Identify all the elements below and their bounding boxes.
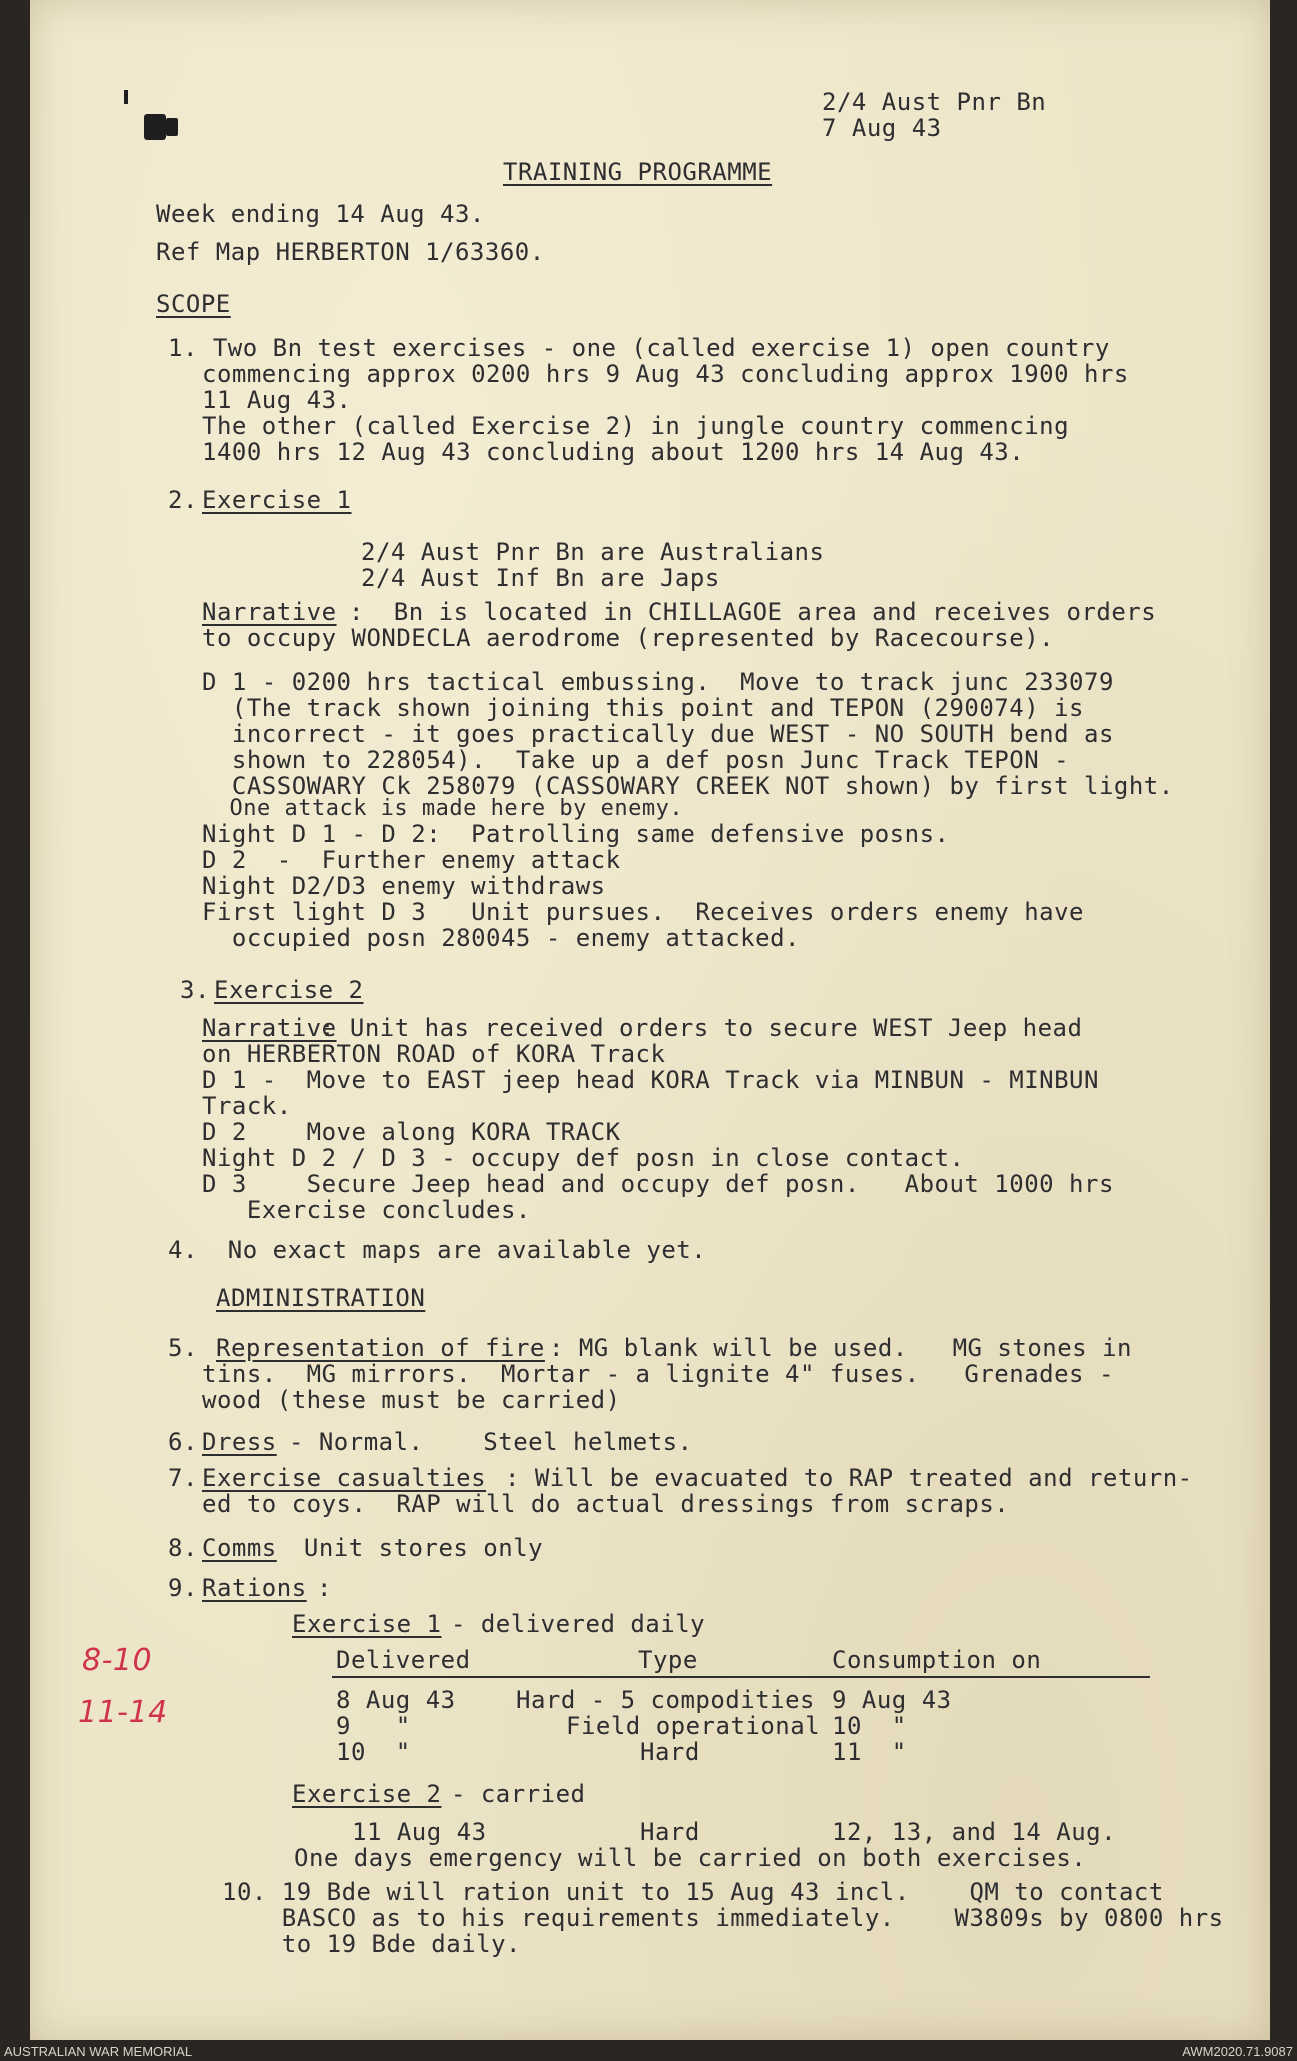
rations-cell: 11 " <box>832 1738 907 1766</box>
rations-header-delivered: Delivered <box>336 1646 471 1674</box>
rations-cell: Hard - 5 compodities <box>516 1686 815 1714</box>
exercise-1-day-line: D 1 - 0200 hrs tactical embussing. Move to track junc 233079 <box>202 668 1114 696</box>
paragraph-8-number: 8. <box>168 1534 198 1562</box>
exercise-1-day-line: First light D 3 Unit pursues. Receives orders enemy have <box>202 898 1085 926</box>
ink-mark <box>166 118 178 136</box>
exercise-1-day-line: shown to 228054). Take up a def posn Junc Track TEPON - <box>202 746 1070 774</box>
paragraph-6-label: Dress <box>202 1428 277 1456</box>
paragraph-5-number: 5. <box>168 1334 198 1362</box>
paragraph-3-number: 3. <box>180 976 210 1004</box>
rations-cell: 10 " <box>336 1738 411 1766</box>
paragraph-7-number: 7. <box>168 1464 198 1492</box>
exercise-1-rations-label: Exercise 1 <box>292 1610 442 1638</box>
paragraph-7-label: Exercise casualties <box>202 1464 487 1492</box>
exercise-2-day-line: D 3 Secure Jeep head and occupy def posn. About 1000 hrs <box>202 1170 1114 1198</box>
paragraph-1-line: commencing approx 0200 hrs 9 Aug 43 concluding approx 1900 hrs <box>202 360 1129 388</box>
exercise-2-narrative-line: : Unit has received orders to secure WEST Jeep head <box>320 1014 1083 1042</box>
exercise-2-rations-cell: Hard <box>640 1818 700 1846</box>
exercise-2-rations-cell: 12, 13, and 14 Aug. <box>832 1818 1117 1846</box>
exercise-2-rations-label: Exercise 2 <box>292 1780 442 1808</box>
paragraph-9-label: Rations <box>202 1574 307 1602</box>
exercise-1-narrative-label: Narrative <box>202 598 337 626</box>
paragraph-4: 4. No exact maps are available yet. <box>168 1236 707 1264</box>
footer-institution: AUSTRALIAN WAR MEMORIAL <box>4 2044 193 2059</box>
paragraph-8-text: Unit stores only <box>274 1534 544 1562</box>
unit-name: 2/4 Aust Pnr Bn <box>822 88 1047 116</box>
paragraph-7-line: : Will be evacuated to RAP treated and return- <box>490 1464 1193 1492</box>
paragraph-1-line: 1. Two Bn test exercises - one (called exercise 1) open country <box>168 334 1110 362</box>
paragraph-6-text: - Normal. Steel helmets. <box>274 1428 693 1456</box>
rations-header-consumption: Consumption on <box>832 1646 1042 1674</box>
paragraph-1-line: 1400 hrs 12 Aug 43 concluding about 1200 hrs 14 Aug 43. <box>202 438 1025 466</box>
exercise-1-day-line: Night D2/D3 enemy withdraws <box>202 872 606 900</box>
paragraph-2-number: 2. <box>168 486 198 514</box>
administration-heading: ADMINISTRATION <box>216 1284 426 1312</box>
document-title: TRAINING PROGRAMME <box>503 158 773 186</box>
exercise-1-day-line: D 2 - Further enemy attack <box>202 846 621 874</box>
paragraph-6-number: 6. <box>168 1428 198 1456</box>
paragraph-10-line: to 19 Bde daily. <box>222 1930 521 1958</box>
rations-cell: 8 Aug 43 <box>336 1686 456 1714</box>
rations-cell: 9 Aug 43 <box>832 1686 952 1714</box>
ink-mark <box>144 114 166 140</box>
rations-cell: Field operational <box>566 1712 821 1740</box>
exercise-1-side: 2/4 Aust Pnr Bn are Australians <box>361 538 825 566</box>
footer-reference: AWM2020.71.9087 <box>1182 2044 1293 2059</box>
exercise-2-day-line: Track. <box>202 1092 292 1120</box>
rations-cell: Hard <box>640 1738 700 1766</box>
rations-cell: 10 " <box>832 1712 907 1740</box>
exercise-1-narrative-line: to occupy WONDECLA aerodrome (represented by Racecourse). <box>202 624 1055 652</box>
paragraph-5-line: wood (these must be carried) <box>202 1386 621 1414</box>
exercise-1-day-line: One attack is made here by enemy. <box>202 796 684 821</box>
exercise-2-rations-cell: 11 Aug 43 <box>352 1818 487 1846</box>
exercise-2-heading: Exercise 2 <box>214 976 364 1004</box>
paragraph-10-line: BASCO as to his requirements immediately. W3809s by 0800 hrs <box>222 1904 1224 1932</box>
exercise-1-day-line: (The track shown joining this point and TEPON (290074) is <box>202 694 1085 722</box>
paragraph-1-line: The other (called Exercise 2) in jungle country commencing <box>202 412 1070 440</box>
paragraph-5-line: tins. MG mirrors. Mortar - a lignite 4" fuses. Grenades - <box>202 1360 1114 1388</box>
rations-header-type: Type <box>638 1646 698 1674</box>
exercise-1-day-line: CASSOWARY Ck 258079 (CASSOWARY CREEK NOT shown) by first light. <box>202 772 1174 800</box>
paragraph-10-line: 10. 19 Bde will ration unit to 15 Aug 43 incl. QM to contact <box>222 1878 1164 1906</box>
paragraph-9-number: 9. <box>168 1574 198 1602</box>
paragraph-7-line: ed to coys. RAP will do actual dressings from scraps. <box>202 1490 1010 1518</box>
exercise-2-day-line: D 2 Move along KORA TRACK <box>202 1118 621 1146</box>
exercise-2-narrative-line: on HERBERTON ROAD of KORA Track <box>202 1040 666 1068</box>
exercise-1-day-line: occupied posn 280045 - enemy attacked. <box>202 924 800 952</box>
emergency-rations: One days emergency will be carried on both exercises. <box>294 1844 1087 1872</box>
exercise-2-rations-suffix: - carried <box>436 1780 586 1808</box>
exercise-1-heading: Exercise 1 <box>202 486 352 514</box>
handwritten-annotation: 8-10 <box>82 1643 153 1678</box>
paragraph-1-line: 11 Aug 43. <box>202 386 352 414</box>
paragraph-5-line: : MG blank will be used. MG stones in <box>534 1334 1132 1362</box>
exercise-1-rations-suffix: - delivered daily <box>436 1610 706 1638</box>
exercise-1-day-line: Night D 1 - D 2: Patrolling same defensive posns. <box>202 820 950 848</box>
exercise-2-narrative-label: Narrative <box>202 1014 337 1042</box>
ink-mark <box>124 90 128 104</box>
rations-table-rule <box>332 1676 1150 1678</box>
scope-heading: SCOPE <box>156 290 231 318</box>
paragraph-5-label: Representation of fire <box>216 1334 545 1362</box>
document-page <box>30 0 1270 2040</box>
handwritten-annotation: 11-14 <box>78 1695 168 1730</box>
paragraph-9-colon: : <box>302 1574 332 1602</box>
exercise-2-day-line: Night D 2 / D 3 - occupy def posn in close contact. <box>202 1144 965 1172</box>
exercise-1-side: 2/4 Aust Inf Bn are Japs <box>361 564 720 592</box>
document-date: 7 Aug 43 <box>822 114 942 142</box>
paragraph-8-label: Comms <box>202 1534 277 1562</box>
exercise-2-day-line: D 1 - Move to EAST jeep head KORA Track via MINBUN - MINBUN <box>202 1066 1099 1094</box>
rations-cell: 9 " <box>336 1712 411 1740</box>
archive-footer <box>0 2040 1297 2061</box>
exercise-1-narrative-line: : Bn is located in CHILLAGOE area and receives orders <box>334 598 1157 626</box>
map-reference: Ref Map HERBERTON 1/63360. <box>156 238 545 266</box>
exercise-1-day-line: incorrect - it goes practically due WEST - NO SOUTH bend as <box>202 720 1114 748</box>
exercise-2-day-line: Exercise concludes. <box>202 1196 531 1224</box>
week-ending: Week ending 14 Aug 43. <box>156 200 485 228</box>
